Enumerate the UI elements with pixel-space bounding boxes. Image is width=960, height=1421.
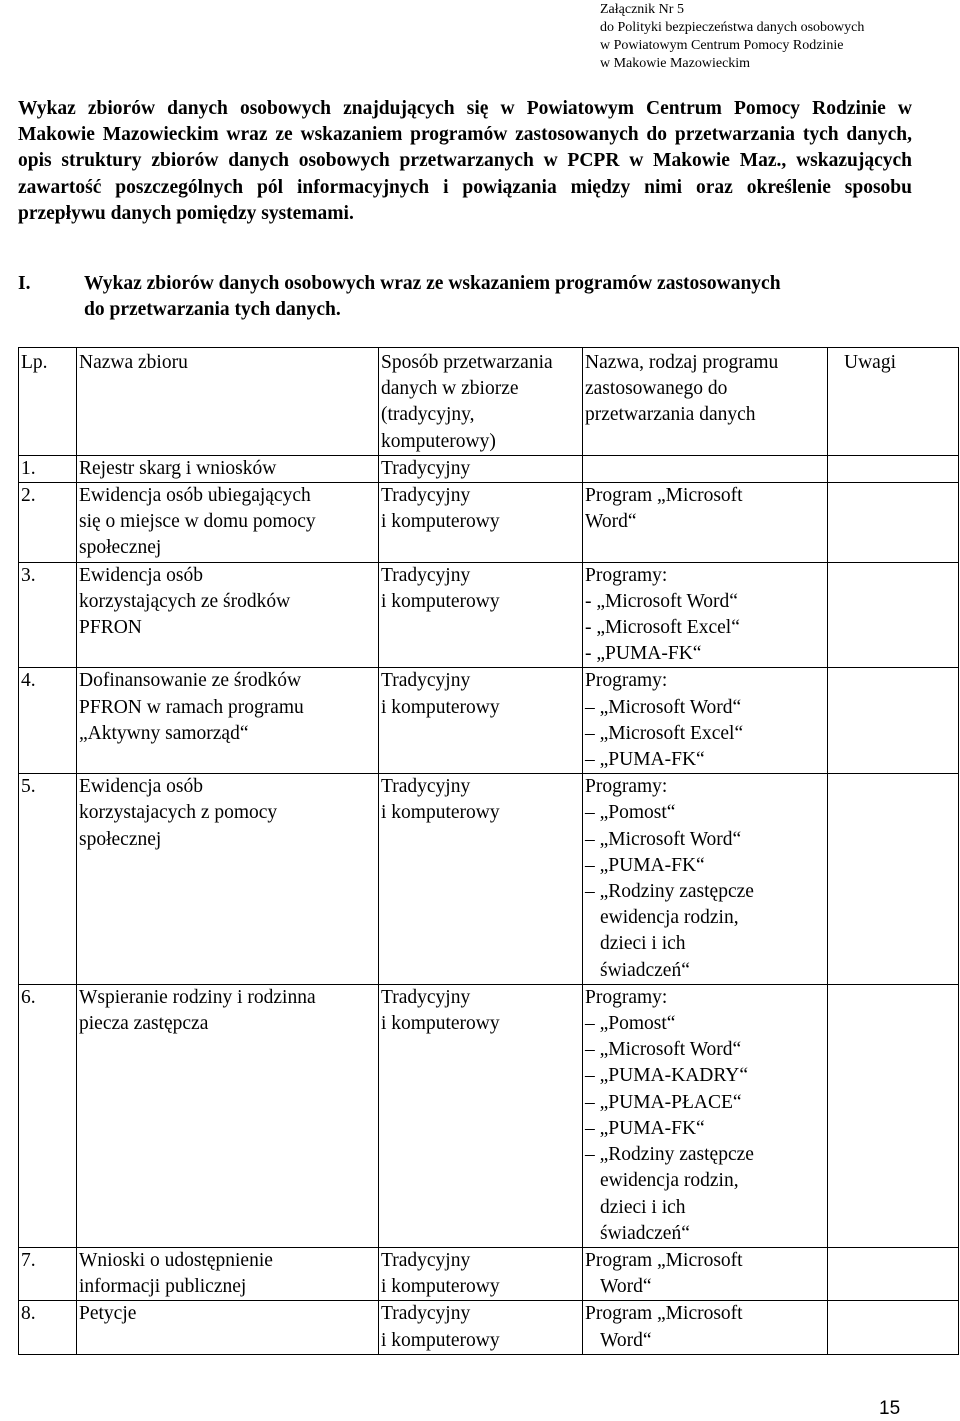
row-method: [379, 455, 583, 482]
row-name-line: korzystających ze środków: [79, 590, 291, 612]
row-name-line: PFRON w ramach programu: [79, 696, 304, 718]
row-name-line: piecza zastępcza: [79, 1013, 209, 1035]
row-program-line: Programy:: [585, 986, 668, 1008]
row-name-line: Wspieranie rodziny i rodzinna: [79, 986, 316, 1008]
table-row: [19, 1247, 959, 1300]
row-notes: [828, 668, 959, 774]
header-program: Nazwa, rodzaj programu zastosowanego do przetwarzania danych: [583, 348, 828, 456]
section-title-line: Wykaz zbiorów danych osobowych wraz ze wskazaniem programów zastosowanych: [84, 273, 781, 294]
row-program-line: - „Microsoft Word“: [585, 590, 738, 612]
table-row: [19, 1301, 959, 1354]
attachment-header: [600, 1, 955, 73]
row-program-line: dzieci i ich: [600, 1196, 686, 1218]
row-lp: 6.: [19, 984, 77, 1247]
row-lp: 5.: [19, 774, 77, 985]
data-sets-table: [18, 347, 959, 1355]
row-program: [583, 455, 828, 482]
row-program: [583, 1301, 828, 1354]
row-program-line: – „PUMA-KADRY“: [585, 1065, 749, 1087]
row-notes: [828, 562, 959, 668]
row-program-line: Program „Microsoft: [585, 1249, 743, 1271]
row-program: [583, 1247, 828, 1300]
row-method: [379, 774, 583, 985]
row-program-line: Program „Microsoft: [585, 485, 743, 507]
row-program-line: – „Microsoft Word“: [585, 1039, 742, 1061]
table-row: [19, 774, 959, 985]
row-lp: 7.: [19, 1247, 77, 1300]
row-program-line: – „Pomost“: [585, 1013, 676, 1035]
row-name: [77, 984, 379, 1247]
row-name: [77, 668, 379, 774]
row-name-line: społecznej: [79, 828, 162, 850]
table-row: [19, 483, 959, 563]
row-name: [77, 562, 379, 668]
section-number: I.: [18, 273, 31, 294]
table-row: [19, 984, 959, 1247]
row-method-line: Tradycyjny: [381, 986, 471, 1008]
row-lp: 4.: [19, 668, 77, 774]
row-program-line: – „Rodziny zastępcze: [585, 881, 754, 903]
row-program-line: dzieci i ich: [600, 933, 686, 955]
row-method: [379, 1301, 583, 1354]
row-name-line: Ewidencja osób: [79, 564, 204, 586]
row-lp: 8.: [19, 1301, 77, 1354]
row-name-line: społecznej: [79, 537, 162, 559]
row-name-line: Ewidencja osób ubiegających: [79, 485, 311, 507]
row-program-line: – „PUMA-FK“: [585, 749, 705, 771]
document-title: Wykaz zbiorów danych osobowych znajdujących się w Powiatowym Centrum Pomocy Rodzinie w Makowie Mazowieckim wraz ze wskazaniem programów zastosowanych do przetwarzania tych danych, opis struktury zbiorów danych osobowych przetwarzanych w PCPR w Makowie Maz., wskazujących zawartość poszczególnych pól informacyjnych i powiązania między nimi oraz określenie sposobu przepływu danych pomiędzy systemami.: [18, 98, 912, 224]
row-notes: [828, 774, 959, 985]
row-program-line: - „Microsoft Excel“: [585, 617, 740, 639]
row-program-line: ewidencja rodzin,: [600, 1170, 739, 1192]
row-name-line: PFRON: [79, 617, 142, 639]
row-name: [77, 455, 379, 482]
row-program-line: Program „Microsoft: [585, 1303, 743, 1325]
header-notes: Uwagi: [828, 348, 959, 456]
row-name-line: korzystajacych z pomocy: [79, 802, 278, 824]
row-program-line: ewidencja rodzin,: [600, 907, 739, 929]
row-notes: [828, 455, 959, 482]
row-method-line: Tradycyjny: [381, 776, 471, 798]
row-method: [379, 984, 583, 1247]
row-lp: 1.: [19, 455, 77, 482]
row-method-line: i komputerowy: [381, 511, 500, 533]
row-name-line: Wnioski o udostępnienie: [79, 1249, 273, 1271]
row-program-line: – „PUMA-FK“: [585, 854, 705, 876]
row-method-line: Tradycyjny: [381, 564, 471, 586]
row-program-line: Word“: [585, 511, 637, 533]
row-method: [379, 483, 583, 563]
row-name-line: Petycje: [79, 1303, 137, 1325]
row-notes: [828, 1247, 959, 1300]
row-program: [583, 483, 828, 563]
row-program-line: – „Microsoft Word“: [585, 696, 742, 718]
row-method-line: i komputerowy: [381, 590, 500, 612]
row-program-line: Programy:: [585, 776, 668, 798]
row-lp: 3.: [19, 562, 77, 668]
row-name: [77, 1247, 379, 1300]
table-row: [19, 455, 959, 482]
row-method: [379, 562, 583, 668]
row-method-line: Tradycyjny: [381, 1303, 471, 1325]
attachment-line: w Powiatowym Centrum Pomocy Rodzinie: [600, 38, 844, 53]
row-program-line: – „Rodziny zastępcze: [585, 1144, 754, 1166]
row-method-line: Tradycyjny: [381, 1249, 471, 1271]
row-name-line: „Aktywny samorząd“: [79, 722, 249, 744]
header-name: Nazwa zbioru: [77, 348, 379, 456]
row-name: [77, 1301, 379, 1354]
row-notes: [828, 984, 959, 1247]
row-program-line: Word“: [600, 1329, 652, 1351]
row-notes: [828, 483, 959, 563]
table-body: [19, 455, 959, 1354]
row-name-line: Dofinansowanie ze środków: [79, 670, 302, 692]
row-method: [379, 1247, 583, 1300]
row-name-line: się o miejsce w domu pomocy: [79, 511, 316, 533]
row-method-line: i komputerowy: [381, 802, 500, 824]
section-title: [84, 271, 914, 323]
row-method-line: Tradycyjny: [381, 457, 471, 479]
row-method-line: Tradycyjny: [381, 670, 471, 692]
row-program: [583, 668, 828, 774]
header-lp: Lp.: [19, 348, 77, 456]
row-notes: [828, 1301, 959, 1354]
row-program-line: – „Microsoft Excel“: [585, 722, 744, 744]
row-program-line: Word“: [600, 1276, 652, 1298]
row-name-line: informacji publicznej: [79, 1276, 247, 1298]
row-program: [583, 984, 828, 1247]
row-program: [583, 774, 828, 985]
attachment-line: w Makowie Mazowieckim: [600, 56, 751, 71]
row-program-line: - „PUMA-FK“: [585, 643, 702, 665]
row-program-line: Programy:: [585, 670, 668, 692]
table-row: [19, 562, 959, 668]
attachment-line: Załącznik Nr 5: [600, 2, 684, 17]
row-program-line: – „Microsoft Word“: [585, 828, 742, 850]
row-name: [77, 483, 379, 563]
row-program-line: świadczeń“: [600, 1222, 690, 1244]
row-program-line: świadczeń“: [600, 959, 690, 981]
row-method: [379, 668, 583, 774]
row-name: [77, 774, 379, 985]
row-program-line: – „PUMA-PŁACE“: [585, 1091, 742, 1113]
row-program: [583, 562, 828, 668]
row-program-line: – „Pomost“: [585, 802, 676, 824]
row-method-line: i komputerowy: [381, 1276, 500, 1298]
attachment-line: do Polityki bezpieczeństwa danych osobowych: [600, 20, 865, 35]
row-program-line: – „PUMA-FK“: [585, 1117, 705, 1139]
row-name-line: Ewidencja osób: [79, 776, 204, 798]
row-lp: 2.: [19, 483, 77, 563]
row-method-line: i komputerowy: [381, 1013, 500, 1035]
row-name-line: Rejestr skarg i wniosków: [79, 457, 277, 479]
table-header-row: [19, 348, 959, 456]
section-title-line: do przetwarzania tych danych.: [84, 299, 341, 320]
table-row: [19, 668, 959, 774]
row-program-line: Programy:: [585, 564, 668, 586]
page-number: 15: [879, 1398, 901, 1419]
row-method-line: Tradycyjny: [381, 485, 471, 507]
row-method-line: i komputerowy: [381, 696, 500, 718]
header-method: Sposób przetwarzania danych w zbiorze (tradycyjny, komputerowy): [379, 348, 583, 456]
row-method-line: i komputerowy: [381, 1329, 500, 1351]
